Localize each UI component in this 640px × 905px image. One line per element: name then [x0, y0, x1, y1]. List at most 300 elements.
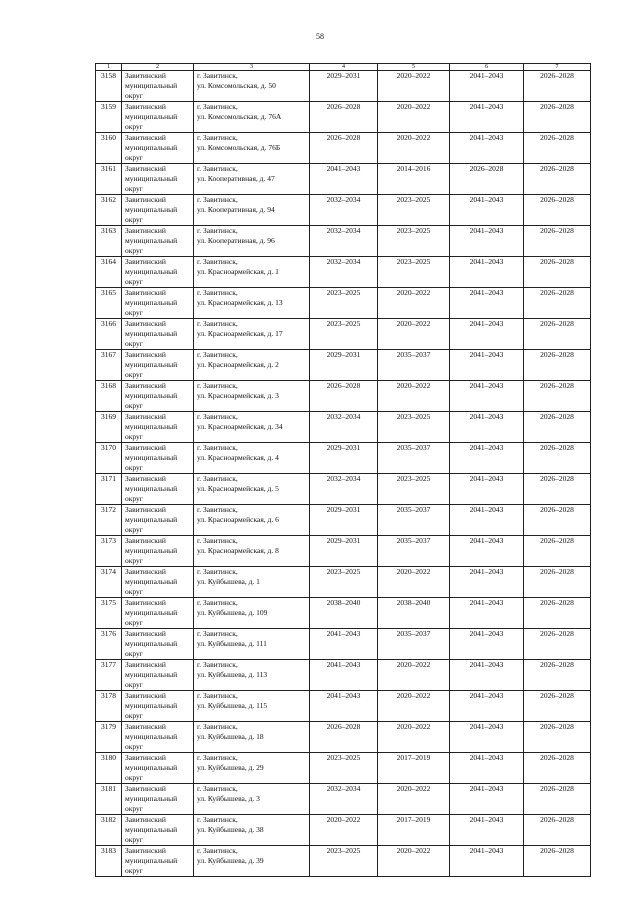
- period-cell-c7: 2026–2028: [524, 598, 591, 629]
- municipality-line: муниципальный: [125, 856, 178, 865]
- municipality-line: округ: [125, 618, 143, 627]
- address-line: ул. Красноармейская, д. 6: [197, 515, 279, 524]
- address-line: ул. Красноармейская, д. 5: [197, 484, 279, 493]
- municipality-line: муниципальный: [125, 732, 178, 741]
- period-cell-c4: 2041–2043: [310, 629, 378, 660]
- table-row: [96, 133, 591, 164]
- period-cell-c6: 2041–2043: [450, 629, 524, 660]
- row-number-cell: 3179: [96, 722, 122, 753]
- municipality-line: муниципальный: [125, 298, 178, 307]
- municipality-line: Завитинский: [125, 505, 166, 514]
- municipality-cell: [122, 505, 194, 536]
- municipality-cell: [122, 598, 194, 629]
- municipality-cell: [122, 629, 194, 660]
- municipality-line: Завитинский: [125, 164, 166, 173]
- address-line: ул. Куйбышева, д. 38: [197, 825, 264, 834]
- address-line: ул. Комсомольская, д. 76Б: [197, 143, 281, 152]
- period-cell-c7: 2026–2028: [524, 753, 591, 784]
- address-line: г. Завитинск,: [197, 815, 238, 824]
- period-cell-c5: 2020–2022: [378, 133, 450, 164]
- period-cell-c7: 2026–2028: [524, 474, 591, 505]
- period-cell-c6: 2041–2043: [450, 257, 524, 288]
- period-cell-c6: 2041–2043: [450, 536, 524, 567]
- period-cell-c7: 2026–2028: [524, 164, 591, 195]
- period-cell-c4: 2041–2043: [310, 691, 378, 722]
- municipality-line: округ: [125, 432, 143, 441]
- address-cell: [194, 474, 310, 505]
- period-cell-c4: 2032–2034: [310, 195, 378, 226]
- municipality-line: Завитинский: [125, 753, 166, 762]
- period-cell-c4: 2023–2025: [310, 567, 378, 598]
- period-cell-c4: 2026–2028: [310, 133, 378, 164]
- table-row: [96, 319, 591, 350]
- period-cell-c4: 2023–2025: [310, 753, 378, 784]
- address-line: г. Завитинск,: [197, 567, 238, 576]
- municipality-line: муниципальный: [125, 112, 178, 121]
- municipality-line: округ: [125, 680, 143, 689]
- municipality-line: Завитинский: [125, 474, 166, 483]
- row-number-cell: 3178: [96, 691, 122, 722]
- municipality-line: округ: [125, 277, 143, 286]
- period-cell-c4: 2032–2034: [310, 784, 378, 815]
- period-cell-c6: 2041–2043: [450, 691, 524, 722]
- period-cell-c6: 2041–2043: [450, 412, 524, 443]
- period-cell-c7: 2026–2028: [524, 629, 591, 660]
- municipality-cell: [122, 474, 194, 505]
- address-line: г. Завитинск,: [197, 722, 238, 731]
- period-cell-c6: 2041–2043: [450, 474, 524, 505]
- period-cell-c6: 2041–2043: [450, 226, 524, 257]
- period-cell-c7: 2026–2028: [524, 784, 591, 815]
- address-line: ул. Кооперативная, д. 94: [197, 205, 275, 214]
- municipality-cell: [122, 412, 194, 443]
- period-cell-c7: 2026–2028: [524, 381, 591, 412]
- row-number-cell: 3170: [96, 443, 122, 474]
- table-row: [96, 505, 591, 536]
- table-row: [96, 195, 591, 226]
- address-cell: [194, 412, 310, 443]
- municipality-cell: [122, 71, 194, 102]
- address-line: г. Завитинск,: [197, 753, 238, 762]
- period-cell-c6: 2041–2043: [450, 319, 524, 350]
- municipality-line: округ: [125, 556, 143, 565]
- period-cell-c6: 2041–2043: [450, 784, 524, 815]
- table-row: [96, 226, 591, 257]
- address-line: ул. Куйбышева, д. 1: [197, 577, 260, 586]
- municipality-cell: [122, 753, 194, 784]
- period-cell-c6: 2041–2043: [450, 288, 524, 319]
- period-cell-c5: 2035–2037: [378, 629, 450, 660]
- municipality-line: муниципальный: [125, 608, 178, 617]
- address-line: ул. Комсомольская, д. 76А: [197, 112, 282, 121]
- period-cell-c7: 2026–2028: [524, 102, 591, 133]
- table-row: [96, 722, 591, 753]
- address-line: г. Завитинск,: [197, 226, 238, 235]
- address-cell: [194, 319, 310, 350]
- period-cell-c6: 2041–2043: [450, 350, 524, 381]
- period-cell-c7: 2026–2028: [524, 288, 591, 319]
- table-row: [96, 567, 591, 598]
- row-number-cell: 3174: [96, 567, 122, 598]
- period-cell-c4: 2032–2034: [310, 474, 378, 505]
- period-cell-c7: 2026–2028: [524, 350, 591, 381]
- municipality-line: Завитинский: [125, 381, 166, 390]
- row-number-cell: 3173: [96, 536, 122, 567]
- municipality-cell: [122, 722, 194, 753]
- address-line: ул. Красноармейская, д. 3: [197, 391, 279, 400]
- municipality-line: Завитинский: [125, 257, 166, 266]
- period-cell-c4: 2032–2034: [310, 412, 378, 443]
- municipality-cell: [122, 164, 194, 195]
- municipality-line: муниципальный: [125, 267, 178, 276]
- period-cell-c7: 2026–2028: [524, 443, 591, 474]
- municipality-line: округ: [125, 339, 143, 348]
- table-row: [96, 660, 591, 691]
- period-cell-c7: 2026–2028: [524, 722, 591, 753]
- municipality-cell: [122, 195, 194, 226]
- address-line: г. Завитинск,: [197, 412, 238, 421]
- period-cell-c5: 2035–2037: [378, 505, 450, 536]
- row-number-cell: 3176: [96, 629, 122, 660]
- municipality-line: муниципальный: [125, 329, 178, 338]
- period-cell-c5: 2017–2019: [378, 815, 450, 846]
- address-line: г. Завитинск,: [197, 195, 238, 204]
- address-line: ул. Куйбышева, д. 113: [197, 670, 268, 679]
- period-cell-c6: 2041–2043: [450, 102, 524, 133]
- municipality-cell: [122, 443, 194, 474]
- address-line: ул. Куйбышева, д. 18: [197, 732, 264, 741]
- address-line: г. Завитинск,: [197, 784, 238, 793]
- period-cell-c5: 2014–2016: [378, 164, 450, 195]
- municipality-line: Завитинский: [125, 722, 166, 731]
- municipality-cell: [122, 288, 194, 319]
- municipality-line: округ: [125, 711, 143, 720]
- municipality-line: муниципальный: [125, 825, 178, 834]
- period-cell-c4: 2029–2031: [310, 536, 378, 567]
- period-cell-c5: 2023–2025: [378, 474, 450, 505]
- municipality-line: муниципальный: [125, 794, 178, 803]
- period-cell-c6: 2041–2043: [450, 846, 524, 877]
- period-cell-c6: 2041–2043: [450, 660, 524, 691]
- address-line: ул. Красноармейская, д. 34: [197, 422, 283, 431]
- period-cell-c6: 2041–2043: [450, 71, 524, 102]
- address-line: ул. Кооперативная, д. 96: [197, 236, 275, 245]
- period-cell-c5: 2020–2022: [378, 288, 450, 319]
- address-cell: [194, 598, 310, 629]
- municipality-line: муниципальный: [125, 670, 178, 679]
- municipality-cell: [122, 660, 194, 691]
- municipality-line: округ: [125, 649, 143, 658]
- municipality-line: муниципальный: [125, 391, 178, 400]
- address-line: г. Завитинск,: [197, 474, 238, 483]
- address-line: ул. Красноармейская, д. 8: [197, 546, 279, 555]
- column-number: 6: [450, 64, 524, 71]
- row-number-cell: 3181: [96, 784, 122, 815]
- address-cell: [194, 536, 310, 567]
- period-cell-c4: 2020–2022: [310, 815, 378, 846]
- column-number: 3: [194, 64, 310, 71]
- municipality-line: муниципальный: [125, 422, 178, 431]
- period-cell-c5: 2035–2037: [378, 443, 450, 474]
- period-cell-c7: 2026–2028: [524, 195, 591, 226]
- municipality-line: муниципальный: [125, 236, 178, 245]
- address-cell: [194, 195, 310, 226]
- address-cell: [194, 443, 310, 474]
- period-cell-c4: 2029–2031: [310, 443, 378, 474]
- period-cell-c5: 2020–2022: [378, 722, 450, 753]
- municipality-line: Завитинский: [125, 815, 166, 824]
- municipality-line: округ: [125, 401, 143, 410]
- period-cell-c4: 2029–2031: [310, 71, 378, 102]
- period-cell-c7: 2026–2028: [524, 505, 591, 536]
- municipality-line: Завитинский: [125, 784, 166, 793]
- row-number-cell: 3167: [96, 350, 122, 381]
- table-row: [96, 846, 591, 877]
- municipality-line: округ: [125, 308, 143, 317]
- address-line: г. Завитинск,: [197, 505, 238, 514]
- period-cell-c5: 2020–2022: [378, 102, 450, 133]
- municipality-line: округ: [125, 122, 143, 131]
- address-line: г. Завитинск,: [197, 257, 238, 266]
- row-number-cell: 3172: [96, 505, 122, 536]
- period-cell-c4: 2041–2043: [310, 164, 378, 195]
- column-number-row: [96, 64, 591, 71]
- period-cell-c7: 2026–2028: [524, 691, 591, 722]
- row-number-cell: 3171: [96, 474, 122, 505]
- period-cell-c6: 2041–2043: [450, 815, 524, 846]
- municipality-line: Завитинский: [125, 629, 166, 638]
- municipality-line: округ: [125, 866, 143, 875]
- address-cell: [194, 846, 310, 877]
- address-cell: [194, 567, 310, 598]
- period-cell-c5: 2035–2037: [378, 350, 450, 381]
- municipality-line: Завитинский: [125, 412, 166, 421]
- municipality-cell: [122, 133, 194, 164]
- municipality-line: муниципальный: [125, 453, 178, 462]
- row-number-cell: 3175: [96, 598, 122, 629]
- address-line: г. Завитинск,: [197, 288, 238, 297]
- column-number: 5: [378, 64, 450, 71]
- table-row: [96, 784, 591, 815]
- column-number: 7: [524, 64, 591, 71]
- municipality-line: муниципальный: [125, 81, 178, 90]
- period-cell-c5: 2020–2022: [378, 784, 450, 815]
- row-number-cell: 3159: [96, 102, 122, 133]
- address-line: ул. Куйбышева, д. 115: [197, 701, 268, 710]
- municipality-line: округ: [125, 525, 143, 534]
- municipality-line: муниципальный: [125, 515, 178, 524]
- municipality-line: муниципальный: [125, 360, 178, 369]
- period-cell-c5: 2035–2037: [378, 536, 450, 567]
- address-cell: [194, 350, 310, 381]
- period-cell-c6: 2041–2043: [450, 443, 524, 474]
- period-cell-c5: 2023–2025: [378, 226, 450, 257]
- address-line: ул. Куйбышева, д. 109: [197, 608, 268, 617]
- municipality-line: округ: [125, 587, 143, 596]
- municipality-line: Завитинский: [125, 133, 166, 142]
- row-number-cell: 3168: [96, 381, 122, 412]
- period-cell-c5: 2020–2022: [378, 660, 450, 691]
- municipality-line: Завитинский: [125, 443, 166, 452]
- address-cell: [194, 629, 310, 660]
- period-cell-c7: 2026–2028: [524, 226, 591, 257]
- housing-register-table: [95, 63, 591, 877]
- municipality-cell: [122, 691, 194, 722]
- period-cell-c7: 2026–2028: [524, 319, 591, 350]
- period-cell-c5: 2023–2025: [378, 257, 450, 288]
- address-cell: [194, 815, 310, 846]
- row-number-cell: 3169: [96, 412, 122, 443]
- municipality-line: округ: [125, 91, 143, 100]
- period-cell-c6: 2041–2043: [450, 133, 524, 164]
- address-cell: [194, 660, 310, 691]
- municipality-line: муниципальный: [125, 143, 178, 152]
- period-cell-c4: 2026–2028: [310, 102, 378, 133]
- period-cell-c4: 2023–2025: [310, 288, 378, 319]
- address-cell: [194, 288, 310, 319]
- period-cell-c6: 2041–2043: [450, 505, 524, 536]
- municipality-line: Завитинский: [125, 598, 166, 607]
- address-cell: [194, 753, 310, 784]
- address-cell: [194, 722, 310, 753]
- row-number-cell: 3160: [96, 133, 122, 164]
- municipality-line: Завитинский: [125, 288, 166, 297]
- period-cell-c4: 2026–2028: [310, 381, 378, 412]
- row-number-cell: 3162: [96, 195, 122, 226]
- municipality-cell: [122, 784, 194, 815]
- period-cell-c6: 2041–2043: [450, 598, 524, 629]
- municipality-cell: [122, 257, 194, 288]
- row-number-cell: 3158: [96, 71, 122, 102]
- municipality-cell: [122, 381, 194, 412]
- column-number: 4: [310, 64, 378, 71]
- municipality-cell: [122, 846, 194, 877]
- municipality-line: Завитинский: [125, 660, 166, 669]
- address-line: г. Завитинск,: [197, 71, 238, 80]
- municipality-line: Завитинский: [125, 319, 166, 328]
- period-cell-c5: 2020–2022: [378, 71, 450, 102]
- period-cell-c6: 2041–2043: [450, 722, 524, 753]
- period-cell-c6: 2041–2043: [450, 567, 524, 598]
- municipality-line: округ: [125, 463, 143, 472]
- row-number-cell: 3180: [96, 753, 122, 784]
- period-cell-c5: 2020–2022: [378, 691, 450, 722]
- period-cell-c4: 2026–2028: [310, 722, 378, 753]
- municipality-line: муниципальный: [125, 701, 178, 710]
- address-cell: [194, 133, 310, 164]
- table-row: [96, 71, 591, 102]
- period-cell-c7: 2026–2028: [524, 846, 591, 877]
- municipality-line: округ: [125, 184, 143, 193]
- address-cell: [194, 164, 310, 195]
- period-cell-c4: 2023–2025: [310, 846, 378, 877]
- address-line: г. Завитинск,: [197, 443, 238, 452]
- address-cell: [194, 381, 310, 412]
- period-cell-c7: 2026–2028: [524, 567, 591, 598]
- period-cell-c5: 2017–2019: [378, 753, 450, 784]
- column-number: 2: [122, 64, 194, 71]
- municipality-line: муниципальный: [125, 174, 178, 183]
- municipality-line: Завитинский: [125, 71, 166, 80]
- table-row: [96, 102, 591, 133]
- address-line: г. Завитинск,: [197, 691, 238, 700]
- municipality-line: Завитинский: [125, 195, 166, 204]
- period-cell-c5: 2020–2022: [378, 567, 450, 598]
- municipality-line: Завитинский: [125, 846, 166, 855]
- municipality-cell: [122, 319, 194, 350]
- municipality-cell: [122, 567, 194, 598]
- address-line: г. Завитинск,: [197, 381, 238, 390]
- address-line: г. Завитинск,: [197, 350, 238, 359]
- period-cell-c4: 2023–2025: [310, 319, 378, 350]
- address-line: ул. Красноармейская, д. 2: [197, 360, 279, 369]
- table-row: [96, 288, 591, 319]
- period-cell-c7: 2026–2028: [524, 660, 591, 691]
- period-cell-c5: 2038–2040: [378, 598, 450, 629]
- municipality-line: муниципальный: [125, 484, 178, 493]
- municipality-line: Завитинский: [125, 350, 166, 359]
- period-cell-c7: 2026–2028: [524, 257, 591, 288]
- municipality-line: округ: [125, 246, 143, 255]
- address-cell: [194, 102, 310, 133]
- table-row: [96, 629, 591, 660]
- table-row: [96, 691, 591, 722]
- address-line: ул. Красноармейская, д. 1: [197, 267, 279, 276]
- row-number-cell: 3165: [96, 288, 122, 319]
- table-row: [96, 257, 591, 288]
- address-cell: [194, 505, 310, 536]
- municipality-line: муниципальный: [125, 577, 178, 586]
- row-number-cell: 3182: [96, 815, 122, 846]
- table-row: [96, 474, 591, 505]
- municipality-line: муниципальный: [125, 205, 178, 214]
- table-row: [96, 381, 591, 412]
- address-line: г. Завитинск,: [197, 598, 238, 607]
- municipality-line: округ: [125, 370, 143, 379]
- period-cell-c4: 2041–2043: [310, 660, 378, 691]
- address-line: ул. Красноармейская, д. 17: [197, 329, 283, 338]
- municipality-cell: [122, 350, 194, 381]
- municipality-cell: [122, 226, 194, 257]
- address-line: ул. Красноармейская, д. 13: [197, 298, 283, 307]
- address-line: г. Завитинск,: [197, 133, 238, 142]
- period-cell-c5: 2020–2022: [378, 319, 450, 350]
- table-row: [96, 753, 591, 784]
- period-cell-c6: 2041–2043: [450, 195, 524, 226]
- address-line: ул. Комсомольская, д. 50: [197, 81, 276, 90]
- address-cell: [194, 226, 310, 257]
- address-cell: [194, 71, 310, 102]
- address-line: г. Завитинск,: [197, 846, 238, 855]
- municipality-line: Завитинский: [125, 567, 166, 576]
- page-number: 58: [316, 32, 324, 41]
- address-line: г. Завитинск,: [197, 660, 238, 669]
- period-cell-c6: 2041–2043: [450, 753, 524, 784]
- period-cell-c5: 2020–2022: [378, 381, 450, 412]
- municipality-cell: [122, 536, 194, 567]
- period-cell-c6: 2026–2028: [450, 164, 524, 195]
- table-row: [96, 443, 591, 474]
- row-number-cell: 3166: [96, 319, 122, 350]
- address-cell: [194, 691, 310, 722]
- table-row: [96, 164, 591, 195]
- table-row: [96, 598, 591, 629]
- period-cell-c4: 2032–2034: [310, 226, 378, 257]
- period-cell-c7: 2026–2028: [524, 71, 591, 102]
- address-line: г. Завитинск,: [197, 319, 238, 328]
- table-row: [96, 815, 591, 846]
- municipality-line: Завитинский: [125, 226, 166, 235]
